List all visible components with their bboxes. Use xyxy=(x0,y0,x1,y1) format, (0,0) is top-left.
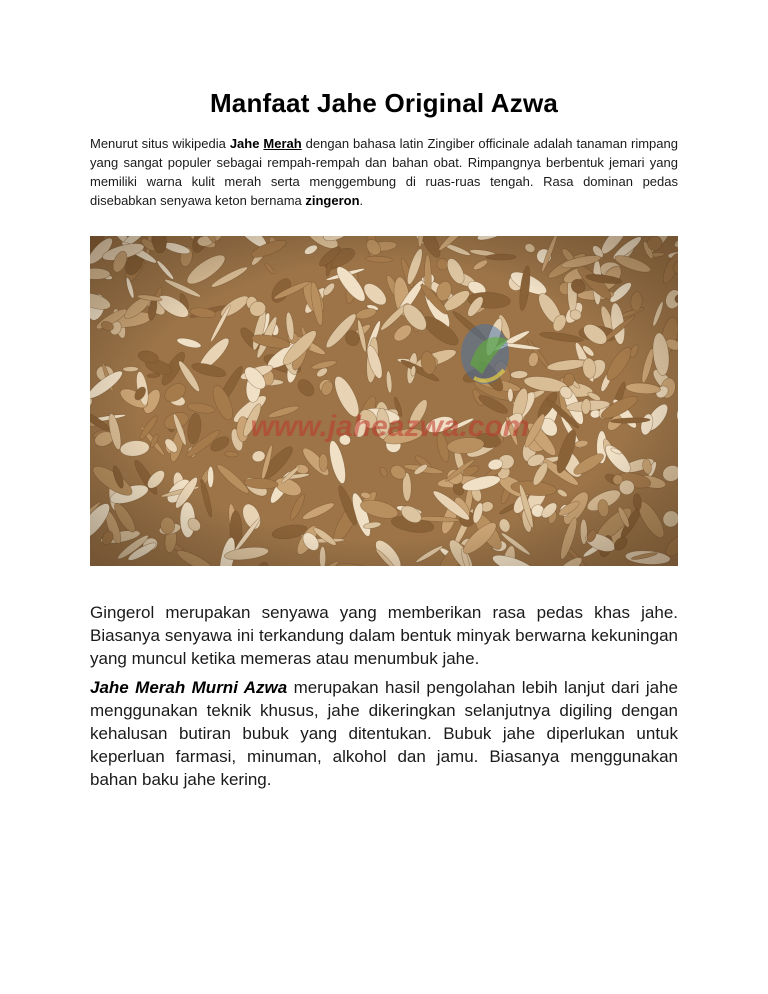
photo-vignette xyxy=(90,236,678,566)
product-paragraph xyxy=(90,676,678,791)
intro-paragraph xyxy=(90,134,678,210)
watermark-logo xyxy=(461,324,509,384)
intro-text-start: Menurut situs wikipedia xyxy=(90,136,230,151)
watermark-text: www.jaheazwa.com xyxy=(250,410,530,443)
merah-link[interactable]: Merah xyxy=(263,136,302,151)
intro-text-middle: dengan bahasa latin Zingiber officinale adalah tanaman rimpang yang sangat populer sebagai rempah-rempah dan bahan obat. Rimpangnya berbentuk jemari yang memiliki warna kulit merah serta menggembung di ruas-ruas tengah. Rasa dominan pedas disebabkan senyawa keton bernama xyxy=(90,136,678,208)
product-description: merupakan hasil pengolahan lebih lanjut dari jahe menggunakan teknik khusus, jahe dikeringkan selanjutnya digiling dengan kehalusan butiran bubuk yang ditentukan. Bubuk jahe diperlukan untuk keperluan farmasi, minuman, alkohol dan jamu. Biasanya menggunakan bahan baku jahe kering. xyxy=(90,678,678,789)
gingerol-paragraph: Gingerol merupakan senyawa yang memberikan rasa pedas khas jahe. Biasanya senyawa ini terkandung dalam bentuk minyak berwarna kekuningan yang muncul ketika memeras atau menumbuk jahe. xyxy=(90,603,678,668)
product-brand-name: Jahe Merah Murni Azwa xyxy=(90,678,288,697)
page-title: Manfaat Jahe Original Azwa xyxy=(209,88,559,118)
intro-bold-zingeron: zingeron xyxy=(305,193,360,208)
intro-text-end: . xyxy=(359,193,364,208)
dried-ginger-photo xyxy=(90,236,678,566)
dried-ginger-illustration xyxy=(90,236,678,566)
intro-bold-jahe: Jahe xyxy=(229,136,260,151)
